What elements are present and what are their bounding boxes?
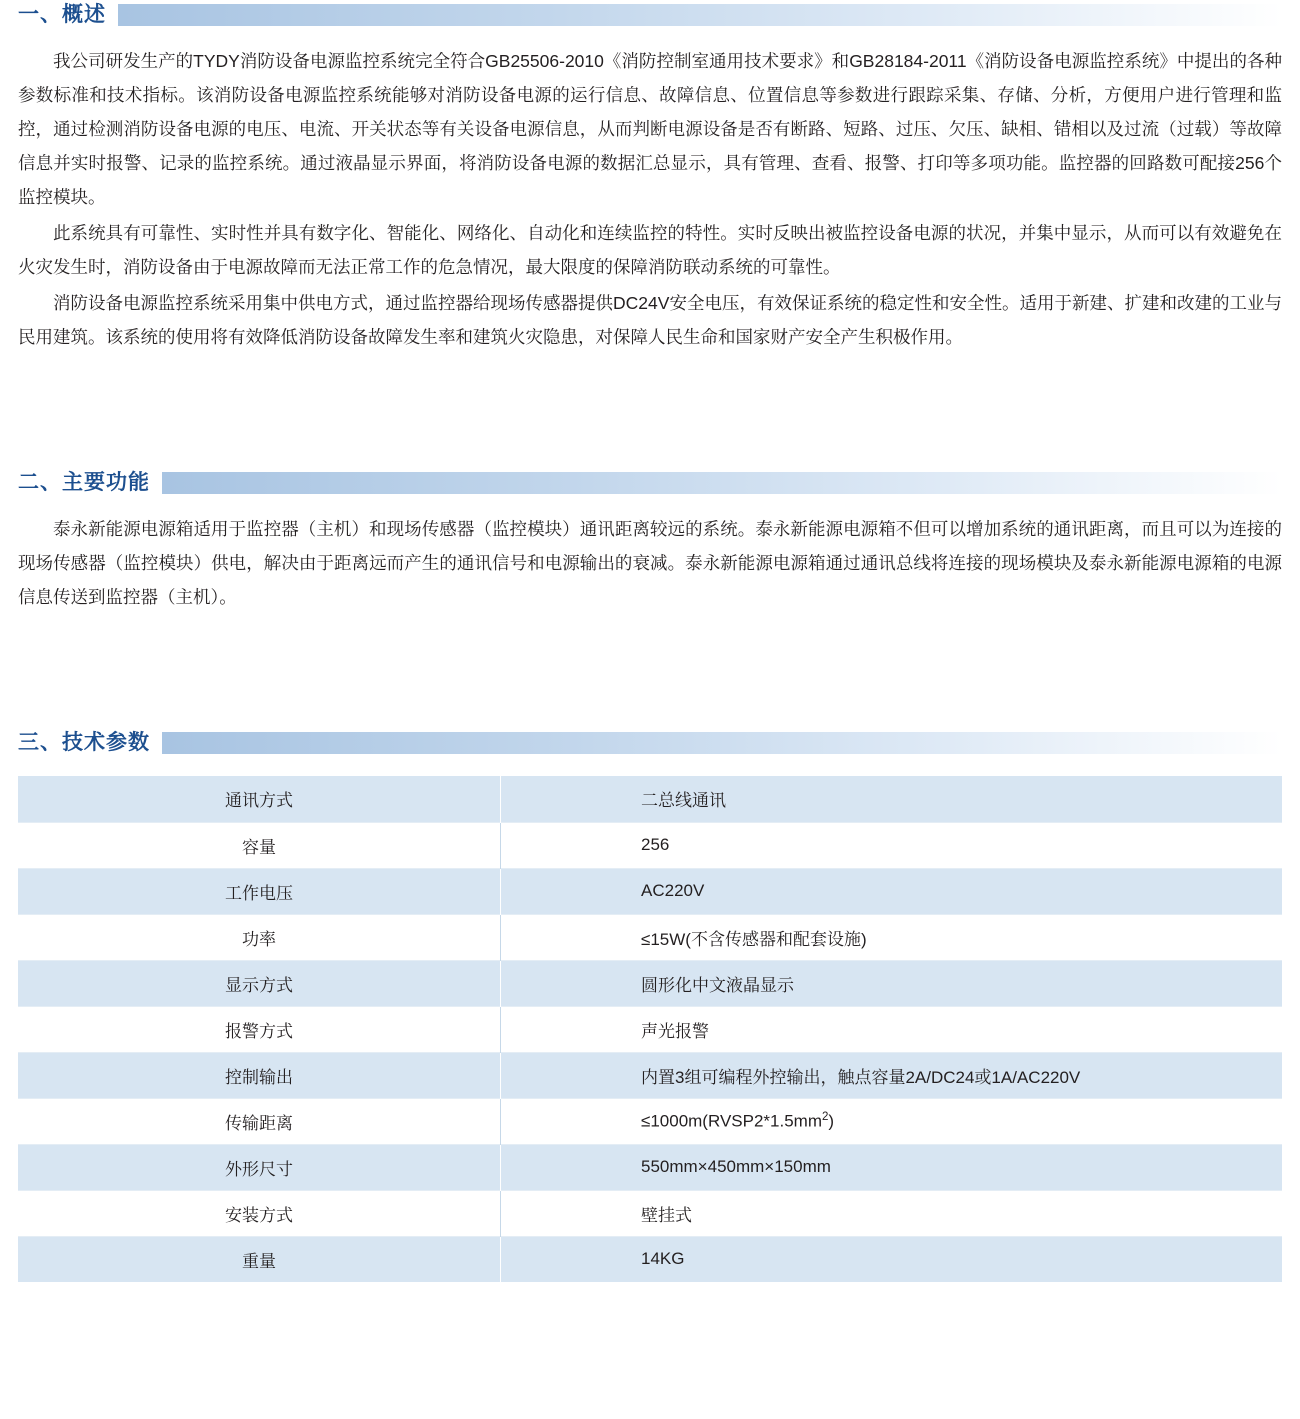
spec-label: 传输距离 <box>18 1098 501 1144</box>
spec-label: 控制输出 <box>18 1052 501 1098</box>
spec-value: 壁挂式 <box>501 1190 1283 1236</box>
spec-table <box>18 776 1282 1282</box>
paragraph: 我公司研发生产的TYDY消防设备电源监控系统完全符合GB25506-2010《消防控制室通用技术要求》和GB28184-2011《消防设备电源监控系统》中提出的各种参数标准和技术指标。该消防设备电源监控系统能够对消防设备电源的运行信息、故障信息、位置信息等参数进行跟踪采集、存储、分析，方便用户进行管理和监控，通过检测消防设备电源的电压、电流、开关状态等有关设备电源信息，从而判断电源设备是否有断路、短路、过压、欠压、缺相、错相以及过流（过载）等故障信息并实时报警、记录的监控系统。通过液晶显示界面，将消防设备电源的数据汇总显示，具有管理、查看、报警、打印等多项功能。监控器的回路数可配接256个监控模块。 <box>18 51 1282 207</box>
section-heading-specs <box>18 728 1282 758</box>
table-row <box>18 1144 1282 1190</box>
spec-value: $\le 1000m(RVSP2*1.5mm^2)$ <box>501 1098 1283 1144</box>
table-row <box>18 822 1282 868</box>
spec-value: 内置3组可编程外控输出，触点容量2A/DC24或1A/AC220V <box>501 1052 1283 1098</box>
table-row <box>18 914 1282 960</box>
table-row <box>18 1052 1282 1098</box>
table-row <box>18 960 1282 1006</box>
spec-value: 声光报警 <box>501 1006 1283 1052</box>
paragraph: 消防设备电源监控系统采用集中供电方式，通过监控器给现场传感器提供DC24V安全电压，有效保证系统的稳定性和安全性。适用于新建、扩建和改建的工业与民用建筑。该系统的使用将有效降低消防设备故障发生率和建筑火灾隐患，对保障人民生命和国家财产安全产生积极作用。 <box>18 293 1282 347</box>
spec-value: 14KG <box>501 1236 1283 1282</box>
section-heading-functions <box>18 468 1282 498</box>
spec-label: 显示方式 <box>18 960 501 1006</box>
spec-label: 重量 <box>18 1236 501 1282</box>
spec-value: 550mm×450mm×150mm <box>501 1144 1283 1190</box>
section-spacer <box>18 356 1282 468</box>
table-row <box>18 868 1282 914</box>
spec-value: 二总线通讯 <box>501 776 1283 822</box>
spec-label: 安装方式 <box>18 1190 501 1236</box>
table-row <box>18 1190 1282 1236</box>
section-title-overview: 一、概述 <box>18 3 106 26</box>
spec-label: 外形尺寸 <box>18 1144 501 1190</box>
spec-label: 功率 <box>18 914 501 960</box>
spec-label: 报警方式 <box>18 1006 501 1052</box>
table-row <box>18 776 1282 822</box>
section-gradient-bar <box>162 732 1282 754</box>
spec-value: 256 <box>501 822 1283 868</box>
section-gradient-bar <box>162 472 1282 494</box>
section-title-specs: 三、技术参数 <box>18 731 150 754</box>
spec-value: ≤15W(不含传感器和配套设施) <box>501 914 1283 960</box>
section-body-overview <box>18 44 1282 354</box>
section-heading-overview <box>18 0 1282 30</box>
spec-value: 圆形化中文液晶显示 <box>501 960 1283 1006</box>
paragraph: 此系统具有可靠性、实时性并具有数字化、智能化、网络化、自动化和连续监控的特性。实时反映出被监控设备电源的状况，并集中显示，从而可以有效避免在火灾发生时，消防设备由于电源故障而无法正常工作的危急情况，最大限度的保障消防联动系统的可靠性。 <box>18 223 1282 277</box>
section-title-functions: 二、主要功能 <box>18 471 150 494</box>
section-spacer <box>18 616 1282 728</box>
table-row <box>18 1236 1282 1282</box>
spec-label: 容量 <box>18 822 501 868</box>
table-row <box>18 1098 1282 1144</box>
section-gradient-bar <box>118 4 1282 26</box>
paragraph: 泰永新能源电源箱适用于监控器（主机）和现场传感器（监控模块）通讯距离较远的系统。泰永新能源电源箱不但可以增加系统的通讯距离，而且可以为连接的现场传感器（监控模块）供电，解决由于距离远而产生的通讯信号和电源输出的衰减。泰永新能源电源箱通过通讯总线将连接的现场模块及泰永新能源电源箱的电源信息传送到监控器（主机）。 <box>18 519 1282 607</box>
spec-label: 工作电压 <box>18 868 501 914</box>
table-row <box>18 1006 1282 1052</box>
section-body-functions <box>18 512 1282 614</box>
spec-label: 通讯方式 <box>18 776 501 822</box>
spec-value: AC220V <box>501 868 1283 914</box>
